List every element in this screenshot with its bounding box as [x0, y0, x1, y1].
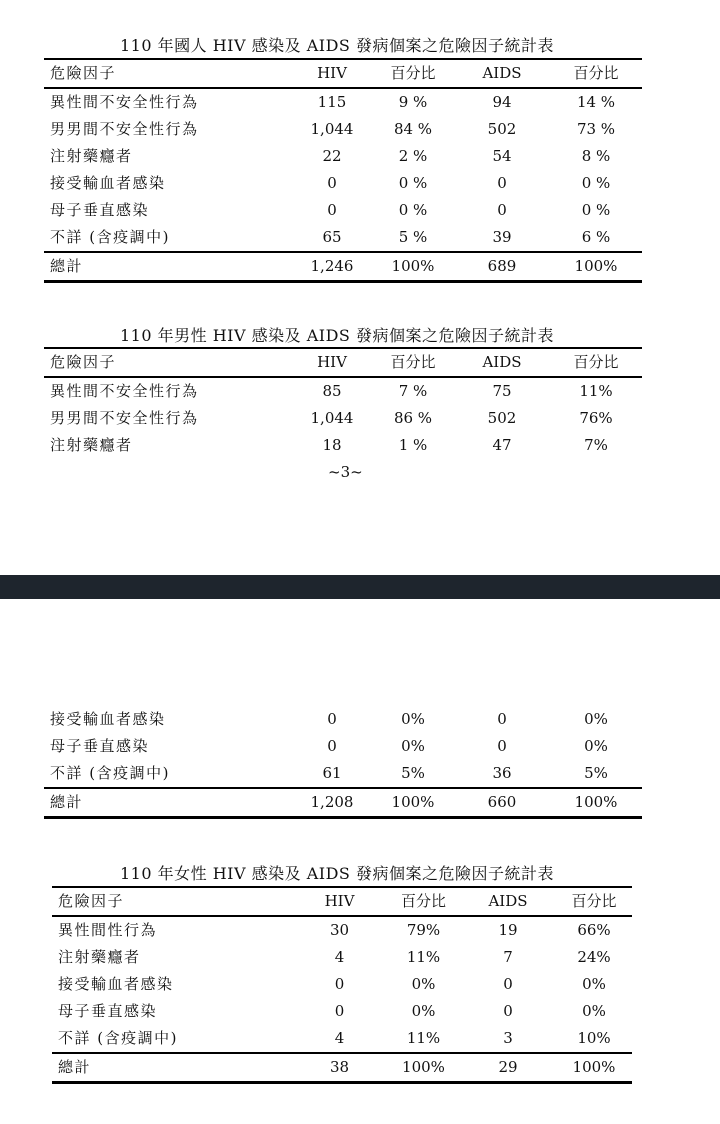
risk-factor-cell: 不詳 (含疫調中) [58, 1029, 178, 1047]
hiv-percent-cell: 0% [411, 1002, 436, 1020]
header-cell: 百分比 [372, 59, 454, 88]
aids-percent-cell: 0% [582, 1002, 606, 1020]
aids-percent-cell: 10% [577, 1029, 611, 1047]
hiv-percent-cell: 11% [406, 948, 441, 966]
table-row [52, 1025, 632, 1053]
aids-count-cell: 0 [503, 975, 513, 993]
table2-continued [44, 706, 642, 819]
table3-title: 110 年女性 HIV 感染及 AIDS 發病個案之危險因子統計表 [120, 864, 554, 883]
risk-factor-cell: 不詳 (含疫調中) [50, 228, 170, 246]
aids-count-cell: 0 [497, 174, 507, 192]
header-cell: 危險因子 [52, 887, 292, 916]
aids-count-cell: 19 [498, 921, 518, 939]
table-row [44, 377, 642, 405]
table-row [44, 170, 642, 197]
risk-factor-cell: 注射藥癮者 [50, 147, 133, 165]
risk-factor-cell: 異性間性行為 [58, 921, 158, 939]
hiv-percent-cell: 100% [372, 252, 454, 282]
aids-count-cell: 0 [497, 737, 507, 755]
aids-percent-cell: 24% [577, 948, 611, 966]
aids-count-cell: 0 [497, 710, 507, 728]
aids-count-cell: 39 [492, 228, 512, 246]
table3-header-row [52, 887, 632, 916]
hiv-count-cell: 61 [322, 764, 342, 782]
table-row [44, 143, 642, 170]
hiv-percent-cell: 7 % [398, 382, 428, 400]
aids-count-cell: 94 [492, 93, 512, 111]
page-number: ~3~ [328, 463, 363, 481]
aids-percent-cell: 100% [556, 1053, 632, 1083]
hiv-count-cell: 0 [327, 174, 337, 192]
header-cell: AIDS [454, 348, 550, 377]
risk-factor-cell: 接受輸血者感染 [58, 975, 174, 993]
risk-factor-cell: 注射藥癮者 [58, 948, 141, 966]
table2-header-row [44, 348, 642, 377]
aids-count-cell: 689 [454, 252, 550, 282]
hiv-count-cell: 1,208 [292, 788, 372, 818]
hiv-count-cell: 1,044 [310, 120, 354, 138]
table3 [52, 886, 632, 1084]
header-cell: 危險因子 [44, 348, 292, 377]
risk-factor-cell: 母子垂直感染 [58, 1002, 158, 1020]
hiv-count-cell: 0 [334, 975, 345, 993]
aids-count-cell: 502 [487, 409, 517, 427]
hiv-count-cell: 4 [334, 1029, 345, 1047]
aids-count-cell: 0 [503, 1002, 513, 1020]
total-label-cell: 總計 [44, 252, 292, 282]
hiv-count-cell: 65 [322, 228, 342, 246]
hiv-percent-cell: 9 % [398, 93, 428, 111]
table-row [52, 971, 632, 998]
hiv-count-cell: 115 [317, 93, 347, 111]
aids-count-cell: 29 [460, 1053, 556, 1083]
hiv-percent-cell: 0% [401, 710, 425, 728]
total-label-cell: 總計 [52, 1053, 292, 1083]
risk-factor-cell: 男男間不安全性行為 [50, 409, 199, 427]
hiv-percent-cell: 84 % [393, 120, 433, 138]
aids-count-cell: 7 [503, 948, 513, 966]
table-row [44, 405, 642, 432]
table-row [44, 706, 642, 733]
risk-factor-cell: 不詳 (含疫調中) [50, 764, 170, 782]
hiv-percent-cell: 1 % [398, 436, 428, 454]
aids-percent-cell: 0 % [581, 201, 611, 219]
aids-percent-cell: 100% [550, 788, 642, 818]
risk-factor-cell: 母子垂直感染 [50, 201, 150, 219]
aids-percent-cell: 0 % [581, 174, 611, 192]
table-row [52, 916, 632, 944]
table2-total-row [44, 788, 642, 818]
risk-factor-cell: 異性間不安全性行為 [50, 382, 199, 400]
aids-count-cell: 502 [487, 120, 517, 138]
hiv-count-cell: 18 [322, 436, 342, 454]
table-row [44, 116, 642, 143]
aids-percent-cell: 66% [577, 921, 611, 939]
hiv-percent-cell: 0 % [398, 174, 428, 192]
hiv-count-cell: 22 [322, 147, 342, 165]
aids-count-cell: 3 [503, 1029, 513, 1047]
aids-percent-cell: 6 % [581, 228, 611, 246]
aids-percent-cell: 11% [579, 382, 613, 400]
page-break-divider [0, 575, 720, 599]
aids-percent-cell: 0% [584, 710, 608, 728]
aids-count-cell: 54 [492, 147, 512, 165]
hiv-percent-cell: 79% [406, 921, 441, 939]
hiv-percent-cell: 2 % [398, 147, 428, 165]
hiv-count-cell: 1,246 [292, 252, 372, 282]
aids-percent-cell: 5% [584, 764, 608, 782]
hiv-count-cell: 1,044 [310, 409, 354, 427]
header-cell: 百分比 [387, 887, 460, 916]
table1-title: 110 年國人 HIV 感染及 AIDS 發病個案之危險因子統計表 [120, 36, 554, 55]
hiv-percent-cell: 0% [411, 975, 436, 993]
hiv-count-cell: 85 [322, 382, 342, 400]
header-cell: 危險因子 [44, 59, 292, 88]
aids-count-cell: 75 [492, 382, 512, 400]
hiv-percent-cell: 5% [401, 764, 425, 782]
header-cell: 百分比 [550, 59, 642, 88]
aids-percent-cell: 73 % [576, 120, 616, 138]
hiv-count-cell: 0 [334, 1002, 345, 1020]
table1-header-row [44, 59, 642, 88]
total-label-cell: 總計 [44, 788, 292, 818]
table-row [44, 733, 642, 760]
hiv-percent-cell: 11% [406, 1029, 441, 1047]
aids-count-cell: 0 [497, 201, 507, 219]
header-cell: HIV [292, 348, 372, 377]
hiv-count-cell: 4 [334, 948, 345, 966]
hiv-count-cell: 0 [327, 737, 337, 755]
hiv-percent-cell: 100% [372, 788, 454, 818]
header-cell: AIDS [454, 59, 550, 88]
hiv-count-cell: 0 [327, 201, 337, 219]
aids-percent-cell: 7% [584, 436, 608, 454]
risk-factor-cell: 接受輸血者感染 [50, 710, 166, 728]
table-row [52, 944, 632, 971]
header-cell: AIDS [460, 887, 556, 916]
table-row [44, 88, 642, 116]
risk-factor-cell: 男男間不安全性行為 [50, 120, 199, 138]
table-row [44, 760, 642, 788]
aids-percent-cell: 100% [550, 252, 642, 282]
header-cell: 百分比 [372, 348, 454, 377]
table3-total-row [52, 1053, 632, 1083]
table2-title: 110 年男性 HIV 感染及 AIDS 發病個案之危險因子統計表 [120, 326, 554, 345]
hiv-percent-cell: 86 % [393, 409, 433, 427]
header-cell: 百分比 [556, 887, 632, 916]
risk-factor-cell: 母子垂直感染 [50, 737, 150, 755]
aids-count-cell: 660 [454, 788, 550, 818]
hiv-percent-cell: 0% [401, 737, 425, 755]
table-row [44, 432, 642, 459]
table-row [44, 224, 642, 252]
hiv-count-cell: 30 [329, 921, 350, 939]
hiv-percent-cell: 5 % [398, 228, 428, 246]
aids-percent-cell: 8 % [581, 147, 611, 165]
aids-count-cell: 47 [492, 436, 512, 454]
table1-total-row [44, 252, 642, 282]
header-cell: HIV [292, 59, 372, 88]
aids-percent-cell: 76% [579, 409, 613, 427]
table-row [52, 998, 632, 1025]
hiv-count-cell: 0 [327, 710, 337, 728]
aids-percent-cell: 0% [584, 737, 608, 755]
aids-count-cell: 36 [492, 764, 512, 782]
aids-percent-cell: 0% [582, 975, 606, 993]
header-cell: 百分比 [550, 348, 642, 377]
hiv-percent-cell: 0 % [398, 201, 428, 219]
aids-percent-cell: 14 % [576, 93, 616, 111]
risk-factor-cell: 接受輸血者感染 [50, 174, 166, 192]
table1 [44, 58, 642, 283]
risk-factor-cell: 異性間不安全性行為 [50, 93, 199, 111]
table2 [44, 347, 642, 459]
table-row [44, 197, 642, 224]
risk-factor-cell: 注射藥癮者 [50, 436, 133, 454]
hiv-count-cell: 38 [292, 1053, 387, 1083]
header-cell: HIV [292, 887, 387, 916]
hiv-percent-cell: 100% [387, 1053, 460, 1083]
